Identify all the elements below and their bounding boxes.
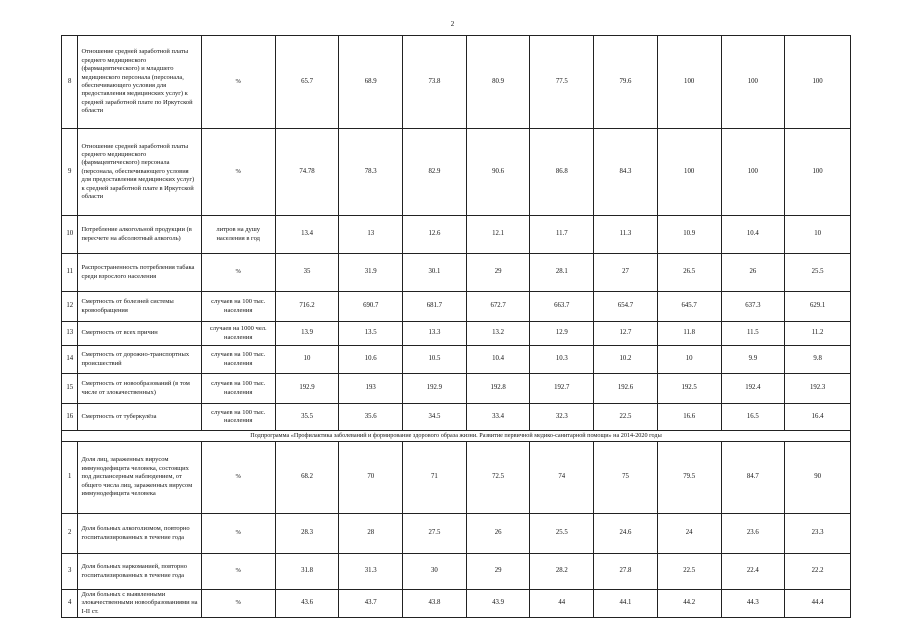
- row-number: 10: [62, 216, 78, 254]
- value-cell: 13.9: [275, 322, 339, 346]
- value-cell: 79.5: [657, 442, 721, 514]
- value-cell: 629.1: [785, 292, 851, 322]
- value-cell: 637.3: [721, 292, 785, 322]
- value-cell: 192.5: [657, 374, 721, 404]
- value-cell: 86.8: [530, 129, 594, 216]
- value-cell: 13.5: [339, 322, 403, 346]
- unit-cell: %: [201, 254, 275, 292]
- value-cell: 27: [594, 254, 658, 292]
- value-cell: 74.78: [275, 129, 339, 216]
- value-cell: 100: [721, 129, 785, 216]
- value-cell: 70: [339, 442, 403, 514]
- value-cell: 13.2: [466, 322, 530, 346]
- table-row: [62, 322, 851, 346]
- indicator-cell: Доля больных наркоманией, повторно госпитализированных в течение года: [78, 554, 201, 590]
- unit-cell: случаев на 100 тыс. населения: [201, 374, 275, 404]
- value-cell: 31.8: [275, 554, 339, 590]
- value-cell: 672.7: [466, 292, 530, 322]
- value-cell: 690.7: [339, 292, 403, 322]
- value-cell: 72.5: [466, 442, 530, 514]
- indicator-cell: Доля лиц, зараженных вирусом иммунодефицита человека, состоящих под диспансерным наблюдением, от общего числа лиц, зараженных вирусом иммунодефицита человека: [78, 442, 201, 514]
- row-number: 8: [62, 36, 78, 129]
- indicator-cell: Доля больных алкоголизмом, повторно госпитализированных в течение года: [78, 514, 201, 554]
- value-cell: 13.3: [403, 322, 467, 346]
- table-row: [62, 590, 851, 618]
- value-cell: 10.6: [339, 346, 403, 374]
- value-cell: 43.7: [339, 590, 403, 618]
- row-number: 1: [62, 442, 78, 514]
- value-cell: 28.3: [275, 514, 339, 554]
- value-cell: 192.4: [721, 374, 785, 404]
- value-cell: 44.4: [785, 590, 851, 618]
- indicator-cell: Распространенность потребления табака среди взрослого населения: [78, 254, 201, 292]
- subprogram-title: Подпрограмма «Профилактика заболеваний и формирование здорового образа жизни. Развитие первичной медико-санитарной помощи» на 2014-2020 годы: [62, 431, 851, 442]
- value-cell: 35: [275, 254, 339, 292]
- value-cell: 192.9: [403, 374, 467, 404]
- value-cell: 645.7: [657, 292, 721, 322]
- value-cell: 22.2: [785, 554, 851, 590]
- value-cell: 84.7: [721, 442, 785, 514]
- value-cell: 44.3: [721, 590, 785, 618]
- value-cell: 13: [339, 216, 403, 254]
- value-cell: 65.7: [275, 36, 339, 129]
- value-cell: 9.9: [721, 346, 785, 374]
- value-cell: 100: [657, 36, 721, 129]
- value-cell: 80.9: [466, 36, 530, 129]
- unit-cell: %: [201, 590, 275, 618]
- indicators-table: [61, 35, 851, 618]
- page-number: 2: [450, 20, 455, 28]
- value-cell: 11.8: [657, 322, 721, 346]
- value-cell: 12.9: [530, 322, 594, 346]
- table-row: [62, 514, 851, 554]
- value-cell: 100: [785, 129, 851, 216]
- table-row: [62, 129, 851, 216]
- value-cell: 35.6: [339, 404, 403, 431]
- row-number: 2: [62, 514, 78, 554]
- value-cell: 33.4: [466, 404, 530, 431]
- value-cell: 34.5: [403, 404, 467, 431]
- indicator-cell: Отношение средней заработной платы среднего медицинского (фармацевтического) и младшего медицинского персонала (персонала, обеспечивающего условия для предоставления медицинских услуг) к средней заработной плате по Иркутской области: [78, 36, 201, 129]
- table-row: [62, 346, 851, 374]
- value-cell: 26: [466, 514, 530, 554]
- value-cell: 23.3: [785, 514, 851, 554]
- table-row: [62, 374, 851, 404]
- value-cell: 100: [721, 36, 785, 129]
- value-cell: 23.6: [721, 514, 785, 554]
- value-cell: 28.2: [530, 554, 594, 590]
- value-cell: 71: [403, 442, 467, 514]
- value-cell: 10.2: [594, 346, 658, 374]
- value-cell: 68.2: [275, 442, 339, 514]
- value-cell: 192.6: [594, 374, 658, 404]
- indicator-cell: Смертность от дорожно-транспортных происшествий: [78, 346, 201, 374]
- unit-cell: литров на душу населения в год: [201, 216, 275, 254]
- value-cell: 11.7: [530, 216, 594, 254]
- value-cell: 192.8: [466, 374, 530, 404]
- value-cell: 22.4: [721, 554, 785, 590]
- value-cell: 10.9: [657, 216, 721, 254]
- value-cell: 27.5: [403, 514, 467, 554]
- indicator-cell: Смертность от болезней системы кровообращения: [78, 292, 201, 322]
- value-cell: 100: [657, 129, 721, 216]
- row-number: 9: [62, 129, 78, 216]
- value-cell: 73.8: [403, 36, 467, 129]
- value-cell: 22.5: [657, 554, 721, 590]
- table-row: [62, 254, 851, 292]
- value-cell: 654.7: [594, 292, 658, 322]
- value-cell: 43.8: [403, 590, 467, 618]
- row-number: 11: [62, 254, 78, 292]
- value-cell: 16.6: [657, 404, 721, 431]
- value-cell: 10: [657, 346, 721, 374]
- value-cell: 681.7: [403, 292, 467, 322]
- unit-cell: %: [201, 129, 275, 216]
- indicator-cell: Смертность от всех причин: [78, 322, 201, 346]
- value-cell: 193: [339, 374, 403, 404]
- value-cell: 31.3: [339, 554, 403, 590]
- value-cell: 11.2: [785, 322, 851, 346]
- value-cell: 43.9: [466, 590, 530, 618]
- value-cell: 192.9: [275, 374, 339, 404]
- indicator-cell: Доля больных с выявленными злокачественными новообразованиями на I-II ст.: [78, 590, 201, 618]
- value-cell: 28: [339, 514, 403, 554]
- value-cell: 27.8: [594, 554, 658, 590]
- indicator-cell: Потребление алкогольной продукции (в пересчете на абсолютный алкоголь): [78, 216, 201, 254]
- indicator-cell: Смертность от новообразований (в том числе от злокачественных): [78, 374, 201, 404]
- subprogram-row: [62, 431, 851, 442]
- value-cell: 77.5: [530, 36, 594, 129]
- value-cell: 43.6: [275, 590, 339, 618]
- value-cell: 44.2: [657, 590, 721, 618]
- value-cell: 663.7: [530, 292, 594, 322]
- value-cell: 13.4: [275, 216, 339, 254]
- value-cell: 78.3: [339, 129, 403, 216]
- value-cell: 192.7: [530, 374, 594, 404]
- value-cell: 29: [466, 554, 530, 590]
- value-cell: 10.4: [721, 216, 785, 254]
- value-cell: 10.5: [403, 346, 467, 374]
- table-row: [62, 292, 851, 322]
- value-cell: 25.5: [530, 514, 594, 554]
- value-cell: 16.5: [721, 404, 785, 431]
- value-cell: 10: [275, 346, 339, 374]
- value-cell: 16.4: [785, 404, 851, 431]
- value-cell: 44: [530, 590, 594, 618]
- unit-cell: случаев на 100 тыс. населения: [201, 346, 275, 374]
- value-cell: 30.1: [403, 254, 467, 292]
- value-cell: 90.6: [466, 129, 530, 216]
- value-cell: 10.3: [530, 346, 594, 374]
- table-row: [62, 554, 851, 590]
- value-cell: 29: [466, 254, 530, 292]
- value-cell: 12.1: [466, 216, 530, 254]
- table-row: [62, 36, 851, 129]
- row-number: 15: [62, 374, 78, 404]
- row-number: 12: [62, 292, 78, 322]
- value-cell: 12.6: [403, 216, 467, 254]
- table-row: [62, 404, 851, 431]
- value-cell: 192.3: [785, 374, 851, 404]
- table-body: [62, 36, 851, 618]
- row-number: 14: [62, 346, 78, 374]
- value-cell: 44.1: [594, 590, 658, 618]
- value-cell: 12.7: [594, 322, 658, 346]
- value-cell: 82.9: [403, 129, 467, 216]
- value-cell: 10.4: [466, 346, 530, 374]
- value-cell: 24: [657, 514, 721, 554]
- row-number: 3: [62, 554, 78, 590]
- row-number: 4: [62, 590, 78, 618]
- value-cell: 75: [594, 442, 658, 514]
- value-cell: 25.5: [785, 254, 851, 292]
- value-cell: 30: [403, 554, 467, 590]
- value-cell: 68.9: [339, 36, 403, 129]
- value-cell: 74: [530, 442, 594, 514]
- unit-cell: %: [201, 554, 275, 590]
- value-cell: 22.5: [594, 404, 658, 431]
- value-cell: 26.5: [657, 254, 721, 292]
- value-cell: 11.5: [721, 322, 785, 346]
- unit-cell: случаев на 1000 чел. населения: [201, 322, 275, 346]
- value-cell: 100: [785, 36, 851, 129]
- unit-cell: случаев на 100 тыс. населения: [201, 292, 275, 322]
- value-cell: 9.8: [785, 346, 851, 374]
- value-cell: 32.3: [530, 404, 594, 431]
- value-cell: 24.6: [594, 514, 658, 554]
- indicator-cell: Смертность от туберкулёза: [78, 404, 201, 431]
- indicator-cell: Отношение средней заработной платы среднего медицинского (фармацевтического) персонала (персонала, обеспечивающего условия для предоставления медицинских услуг) к средней заработной плате в Иркутской области: [78, 129, 201, 216]
- value-cell: 28.1: [530, 254, 594, 292]
- unit-cell: %: [201, 36, 275, 129]
- value-cell: 26: [721, 254, 785, 292]
- value-cell: 35.5: [275, 404, 339, 431]
- unit-cell: случаев на 100 тыс. населения: [201, 404, 275, 431]
- value-cell: 10: [785, 216, 851, 254]
- value-cell: 11.3: [594, 216, 658, 254]
- row-number: 13: [62, 322, 78, 346]
- unit-cell: %: [201, 514, 275, 554]
- row-number: 16: [62, 404, 78, 431]
- value-cell: 79.6: [594, 36, 658, 129]
- value-cell: 716.2: [275, 292, 339, 322]
- unit-cell: %: [201, 442, 275, 514]
- table-row: [62, 442, 851, 514]
- value-cell: 31.9: [339, 254, 403, 292]
- value-cell: 84.3: [594, 129, 658, 216]
- table-row: [62, 216, 851, 254]
- value-cell: 90: [785, 442, 851, 514]
